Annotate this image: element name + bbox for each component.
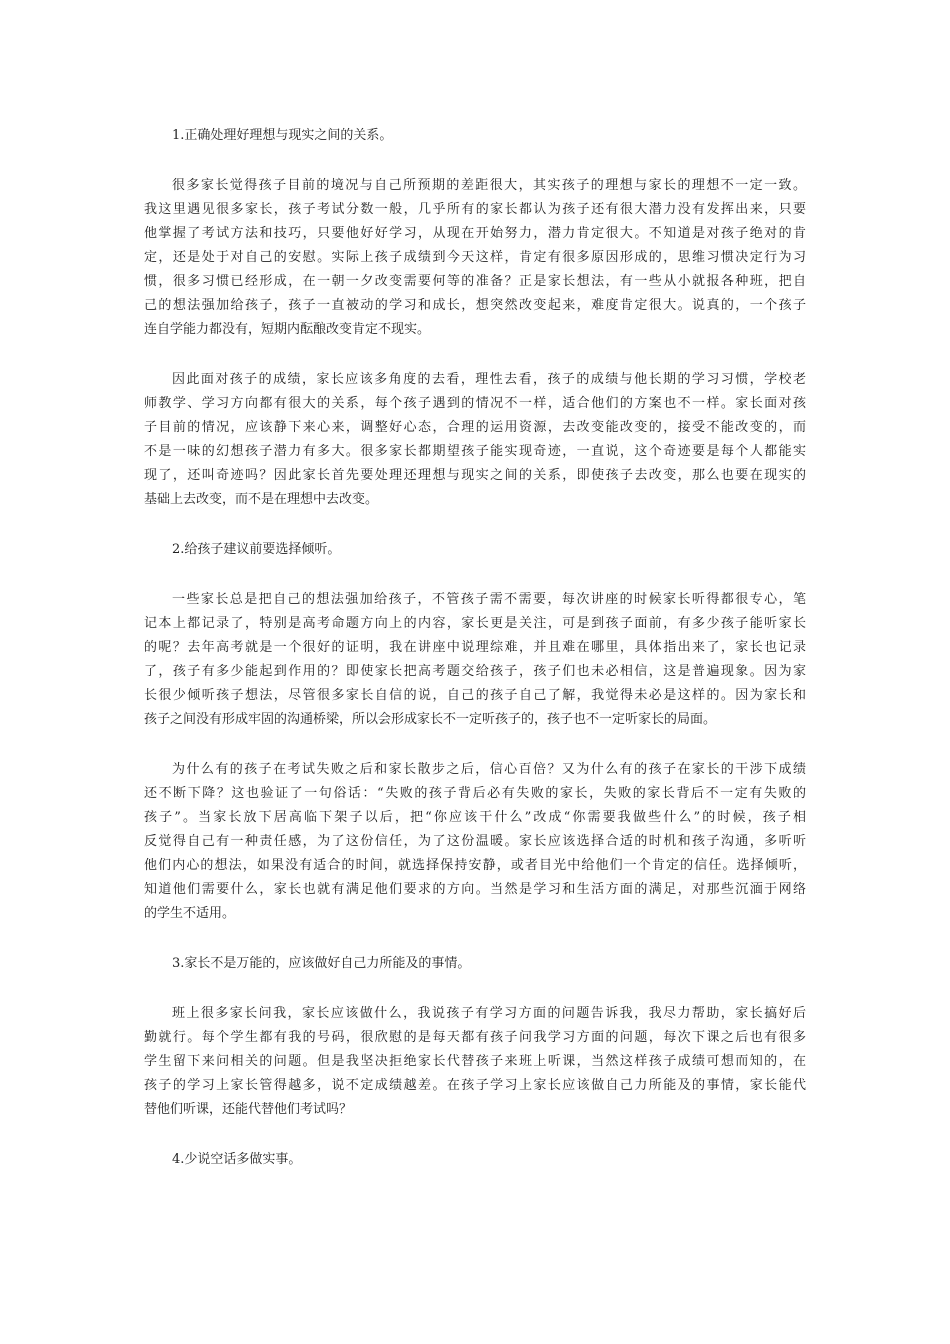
paragraph-line: 连自学能力都没有，短期内酝酿改变肯定不现实。	[144, 322, 431, 337]
document-body	[144, 124, 806, 1172]
paragraph-line: 惯，很多习惯已经形成，在一朝一夕改变需要何等的准备？正是家长想法，有一些从小就报各种班，把自	[144, 274, 806, 289]
paragraph-line: 不是一味的幻想孩子潜力有多大。很多家长都期望孩子能实现奇迹，一直说，这个奇迹要是每个人都能实	[144, 444, 806, 459]
paragraph	[144, 368, 806, 512]
paragraph-line: 的学生不适用。	[144, 906, 236, 921]
paragraph-line: 师教学、学习方向都有很大的关系，每个孩子遇到的情况不一样，适合他们的方案也不一样。家长面对孩	[144, 396, 806, 411]
section-spacer	[144, 148, 806, 174]
section-spacer	[144, 976, 806, 1002]
section-spacer	[144, 926, 806, 952]
paragraph	[144, 174, 806, 342]
paragraph	[144, 588, 806, 732]
section-heading-2: 2.给孩子建议前要选择倾听。	[172, 542, 341, 557]
paragraph-line: 记本上都记录了，特别是高考命题方向上的内容，家长更是关注，可是到孩子面前，有多少孩子能听家长	[144, 616, 806, 631]
section-spacer	[144, 1122, 806, 1148]
paragraph-line: 的呢？去年高考就是一个很好的证明，我在讲座中说理综难，并且难在哪里，具体指出来了，家长也记录	[144, 640, 806, 655]
paragraph-line: 很多家长觉得孩子目前的境况与自己所预期的差距很大，其实孩子的理想与家长的理想不一定一致。	[172, 178, 806, 193]
paragraph-line: 了，孩子有多少能起到作用的？即使家长把高考题交给孩子，孩子们也未必相信，这是普遍现象。因为家	[144, 664, 806, 679]
section-spacer	[144, 342, 806, 368]
paragraph-line: 一些家长总是把自己的想法强加给孩子，不管孩子需不需要，每次讲座的时候家长听得都很专心，笔	[172, 592, 806, 607]
paragraph-line: 为什么有的孩子在考试失败之后和家长散步之后，信心百倍？又为什么有的孩子在家长的干涉下成绩	[172, 762, 806, 777]
section-heading-4: 4.少说空话多做实事。	[172, 1152, 302, 1167]
paragraph	[144, 758, 806, 926]
paragraph-line: 勤就行。每个学生都有我的号码，很欣慰的是每天都有孩子问我学习方面的问题，每次下课之后也有很多	[144, 1030, 806, 1045]
paragraph-line: 他们内心的想法，如果没有适合的时间，就选择保持安静，或者目光中给他们一个肯定的信任。选择倾听，	[144, 858, 806, 873]
paragraph-line: 班上很多家长问我，家长应该做什么，我说孩子有学习方面的问题告诉我，我尽力帮助，家长搞好后	[172, 1006, 806, 1021]
paragraph-line: 反觉得自己有一种责任感，为了这份信任，为了这份温暖。家长应该选择合适的时机和孩子沟通，多听听	[144, 834, 806, 849]
section-heading-3: 3.家长不是万能的，应该做好自己力所能及的事情。	[172, 956, 471, 971]
paragraph-line: 孩子”。当家长放下居高临下架子以后，把“你应该干什么”改成“你需要我做些什么”的时候，孩子相	[144, 810, 806, 825]
paragraph-line: 基础上去改变，而不是在理想中去改变。	[144, 492, 379, 507]
paragraph-line: 孩子之间没有形成牢固的沟通桥梁，所以会形成家长不一定听孩子的，孩子也不一定听家长的局面。	[144, 712, 717, 727]
paragraph-line: 知道他们需要什么，家长也就有满足他们要求的方向。当然是学习和生活方面的满足，对那些沉湎于网络	[144, 882, 806, 897]
paragraph-line: 己的想法强加给孩子，孩子一直被动的学习和成长，想突然改变起来，难度肯定很大。说真的，一个孩子	[144, 298, 806, 313]
section-heading-1: 1.正确处理好理想与现实之间的关系。	[172, 128, 393, 143]
paragraph-line: 他掌握了考试方法和技巧，只要他好好学习，从现在开始努力，潜力肯定很大。不知道是对孩子绝对的肯	[144, 226, 806, 241]
paragraph-line: 孩子的学习上家长管得越多，说不定成绩越差。在孩子学习上家长应该做自己力所能及的事情，家长能代	[144, 1078, 806, 1093]
section-spacer	[144, 732, 806, 758]
paragraph-line: 因此面对孩子的成绩，家长应该多角度的去看，理性去看，孩子的成绩与他长期的学习习惯，学校老	[172, 372, 806, 387]
paragraph	[144, 1002, 806, 1122]
paragraph-line: 长很少倾听孩子想法，尽管很多家长自信的说，自己的孩子自己了解，我觉得未必是这样的。因为家长和	[144, 688, 806, 703]
paragraph-line: 还不断下降？这也验证了一句俗话：“失败的孩子背后必有失败的家长，失败的家长背后不一定有失败的	[144, 786, 806, 801]
section-spacer	[144, 562, 806, 588]
paragraph-line: 学生留下来问相关的问题。但是我坚决拒绝家长代替孩子来班上听课，当然这样孩子成绩可想而知的，在	[144, 1054, 806, 1069]
section-spacer	[144, 512, 806, 538]
paragraph-line: 现了，还叫奇迹吗？因此家长首先要处理还理想与现实之间的关系，即使孩子去改变，那么也要在现实的	[144, 468, 806, 483]
paragraph-line: 我这里遇见很多家长，孩子考试分数一般，几乎所有的家长都认为孩子还有很大潜力没有发挥出来，只要	[144, 202, 806, 217]
paragraph-line: 子目前的情况，应该静下来心来，调整好心态，合理的运用资源，去改变能改变的，接受不能改变的，而	[144, 420, 806, 435]
paragraph-line: 替他们听课，还能代替他们考试吗？	[144, 1102, 353, 1117]
paragraph-line: 定，还是处于对自己的安慰。实际上孩子成绩到今天这样，肯定有很多原因形成的，思维习惯决定行为习	[144, 250, 806, 265]
